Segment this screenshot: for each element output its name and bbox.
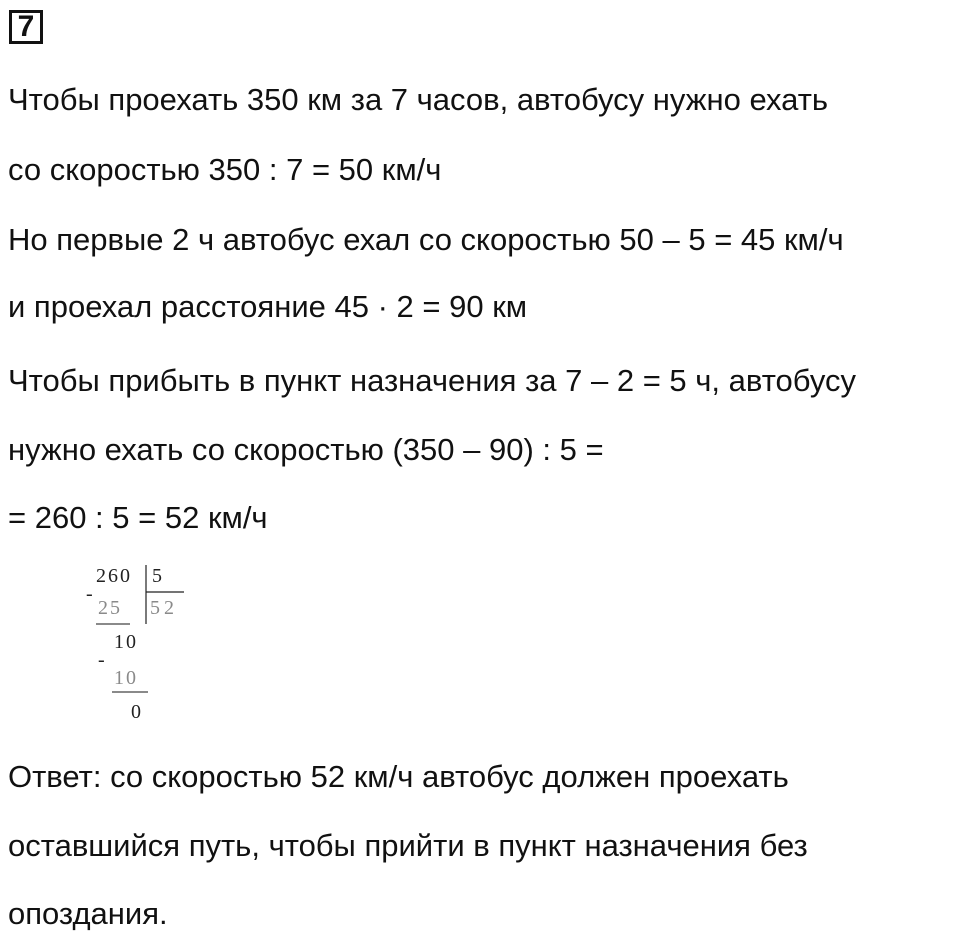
solution-line-5: Чтобы прибыть в пункт назначения за 7 – 2 = 5 ч, автобусу — [8, 363, 857, 398]
division-final-remainder: 0 — [131, 701, 141, 723]
solution-line-3: Но первые 2 ч автобус ехал со скоростью 50 – 5 = 45 км/ч — [8, 222, 844, 257]
division-minus-2: - — [98, 649, 105, 671]
solution-line-4: и проехал расстояние 45 · 2 = 90 км — [8, 289, 528, 324]
division-remainder-1: 10 — [114, 631, 138, 653]
answer-line-2: оставшийся путь, чтобы прийти в пункт назначения без — [8, 828, 808, 863]
division-minus-1: - — [86, 583, 93, 605]
answer-line-3: опоздания. — [8, 896, 168, 931]
division-dividend: 260 — [96, 565, 132, 587]
division-subtract-1: 25 — [98, 597, 122, 619]
division-quotient: 52 — [150, 597, 178, 619]
answer-line-1: Ответ: со скоростью 52 км/ч автобус должен проехать — [8, 759, 789, 794]
solution-line-6: нужно ехать со скоростью (350 – 90) : 5 = — [8, 432, 604, 467]
solution-line-2: со скоростью 350 : 7 = 50 км/ч — [8, 152, 442, 187]
solution-line-7: = 260 : 5 = 52 км/ч — [8, 500, 268, 535]
solution-line-1: Чтобы проехать 350 км за 7 часов, автобусу нужно ехать — [8, 82, 829, 117]
task-number-box: 7 — [9, 10, 43, 44]
division-divisor: 5 — [152, 565, 162, 587]
division-subtract-2: 10 — [114, 667, 138, 689]
